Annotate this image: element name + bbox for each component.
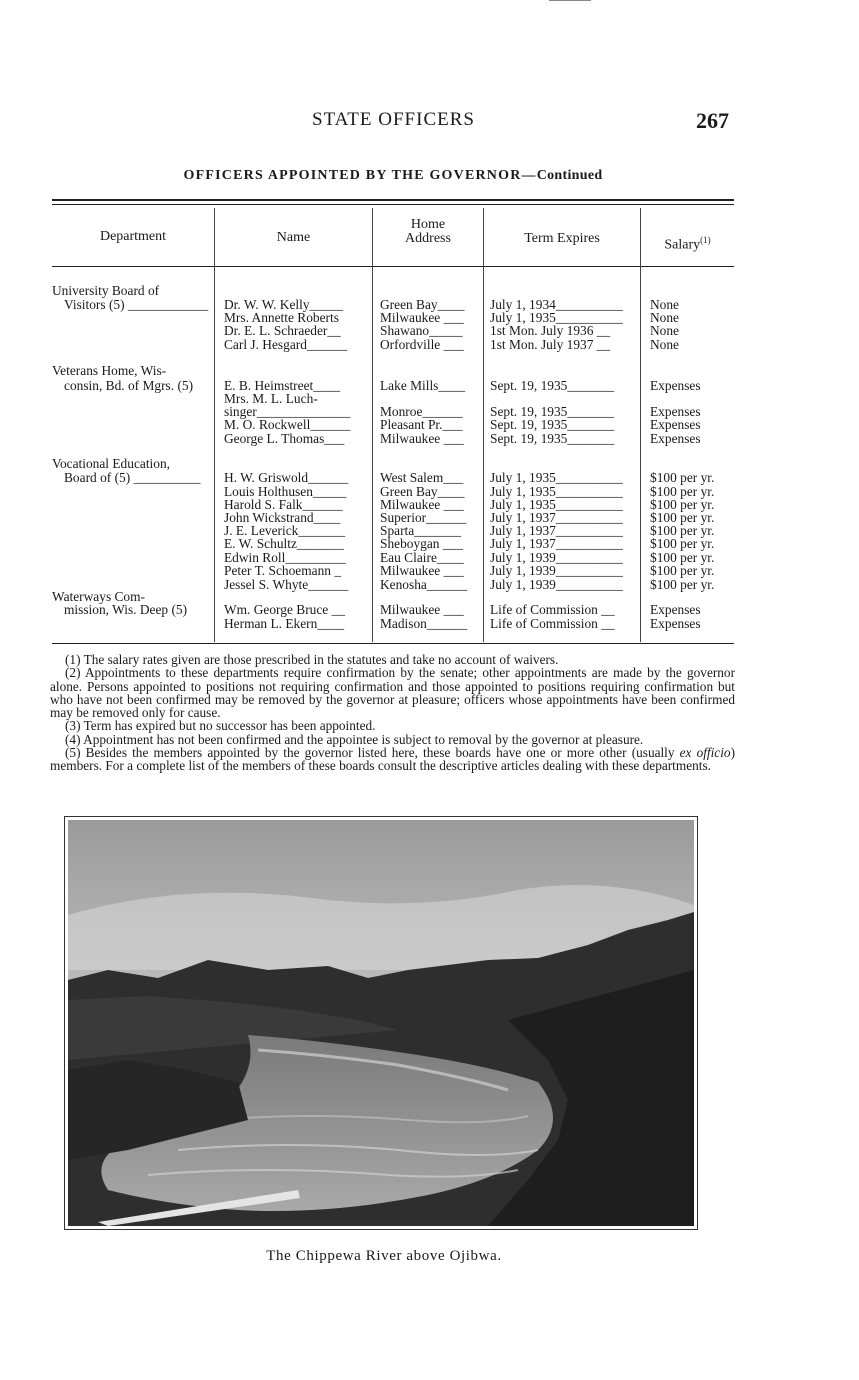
page-number: 267 [696, 108, 729, 133]
cell-dept: mission, Wis. Deep (5) [64, 602, 188, 617]
cell-term: July 1, 1939__________ [490, 563, 623, 578]
cell-name: singer______________ [224, 404, 351, 419]
column-header-name: Name [276, 230, 311, 245]
cell-term: July 1, 1939__________ [490, 577, 623, 592]
cell-addr: Madison______ [380, 616, 468, 631]
cell-salary: $100 per yr. [650, 536, 715, 551]
cell-term: July 1, 1937__________ [490, 510, 623, 525]
column-header-department: Department [99, 229, 167, 244]
cell-term: July 1, 1934__________ [490, 297, 623, 312]
river-photo-frame [64, 816, 698, 1230]
cell-name: John Wickstrand____ [224, 510, 341, 525]
cell-term: Life of Commission __ [490, 602, 615, 617]
table-row [0, 418, 859, 431]
cell-salary: None [650, 297, 680, 312]
cell-salary: $100 per yr. [650, 523, 715, 538]
cell-name: Dr. E. L. Schraeder__ [224, 323, 341, 338]
cell-addr: Monroe______ [380, 404, 463, 419]
table-row [0, 379, 859, 392]
cell-term: July 1, 1935__________ [490, 310, 623, 325]
cell-name: Herman L. Ekern____ [224, 616, 345, 631]
cell-salary: $100 per yr. [650, 510, 715, 525]
cell-dept: Board of (5) __________ [64, 470, 201, 485]
cell-term: Sept. 19, 1935_______ [490, 417, 615, 432]
table-row [0, 537, 859, 550]
table-row [0, 471, 859, 484]
cell-addr: Milwaukee ___ [380, 497, 464, 512]
top-edge-rule [549, 0, 591, 1]
cell-name: Jessel S. Whyte______ [224, 577, 349, 592]
cell-name: Peter T. Schoemann _ [224, 563, 342, 578]
footnote: (2) Appointments to these departments require confirmation by the senate; other appointments are made by the governor alone. Persons appointed to positions not requiring confirmation and those appointed to positions requiring confirmation but who have not been confirmed may be removed by the governor at pleasure; officers whose appointments have been confirmed may be removed only for cause. [50, 665, 735, 721]
table-row [0, 564, 859, 577]
river-photo [68, 820, 694, 1226]
table-top-double-rule-b [52, 204, 734, 205]
column-header-salary-label: Salary [664, 237, 701, 253]
photo-caption: The Chippewa River above Ojibwa. [266, 1248, 502, 1264]
cell-addr: Pleasant Pr.___ [380, 417, 463, 432]
cell-salary: None [650, 323, 680, 338]
cell-dept: Vocational Education, [52, 456, 171, 471]
cell-dept: University Board of [52, 283, 160, 298]
table-row [0, 432, 859, 445]
running-head: STATE OFFICERS [312, 109, 475, 130]
cell-salary: $100 per yr. [650, 550, 715, 565]
cell-salary: $100 per yr. [650, 484, 715, 499]
column-header-term: Term Expires [524, 231, 600, 246]
table-bottom-rule [52, 643, 734, 644]
cell-name: Edwin Roll_________ [224, 550, 346, 565]
table-title-main: OFFICERS APPOINTED BY THE GOVERNOR— [183, 168, 537, 183]
cell-addr: Orfordville ___ [380, 337, 464, 352]
cell-salary: None [650, 310, 680, 325]
cell-term: Sept. 19, 1935_______ [490, 404, 615, 419]
table-row [0, 457, 859, 470]
cell-salary: Expenses [650, 616, 701, 631]
footnote: (3) Term has expired but no successor has been appointed. [65, 718, 376, 734]
footnote-5-emphasis: ex officio [679, 745, 731, 761]
cell-name: H. W. Griswold______ [224, 470, 349, 485]
cell-dept: Waterways Com- [52, 589, 146, 604]
footnote: (4) Appointment has not been confirmed and the appointee is subject to removal by the governor at pleasure. [65, 731, 644, 747]
cell-addr: Lake Mills____ [380, 378, 466, 393]
cell-salary: Expenses [650, 417, 701, 432]
cell-term: Sept. 19, 1935_______ [490, 378, 615, 393]
column-header-salary [641, 233, 734, 253]
cell-dept: Veterans Home, Wis- [52, 363, 167, 378]
cell-term: July 1, 1937__________ [490, 536, 623, 551]
cell-addr: Milwaukee ___ [380, 431, 464, 446]
cell-term: July 1, 1935__________ [490, 470, 623, 485]
cell-addr: Sparta_______ [380, 523, 462, 538]
cell-salary: $100 per yr. [650, 470, 715, 485]
cell-salary: $100 per yr. [650, 577, 715, 592]
cell-name: Mrs. Annette Roberts [224, 310, 339, 325]
cell-addr: West Salem___ [380, 470, 464, 485]
cell-term: Life of Commission __ [490, 616, 615, 631]
cell-addr: Eau Claire____ [380, 550, 464, 565]
footnote: (1) The salary rates given are those prescribed in the statutes and take no account of waivers. [65, 652, 559, 667]
cell-addr: Green Bay____ [380, 484, 465, 499]
table-row [0, 324, 859, 337]
cell-salary: Expenses [650, 404, 701, 419]
cell-term: July 1, 1935__________ [490, 484, 623, 499]
cell-name: M. O. Rockwell______ [224, 417, 351, 432]
cell-term: July 1, 1937__________ [490, 523, 623, 538]
footnote [50, 746, 735, 773]
cell-name: Harold S. Falk______ [224, 497, 343, 512]
cell-addr: Milwaukee ___ [380, 563, 464, 578]
cell-salary: Expenses [650, 378, 701, 393]
column-header-salary-note: (1) [700, 235, 711, 245]
cell-addr: Kenosha______ [380, 577, 468, 592]
cell-salary: $100 per yr. [650, 563, 715, 578]
cell-term: 1st Mon. July 1937 __ [490, 337, 611, 352]
cell-name: Wm. George Bruce __ [224, 602, 345, 617]
cell-name: George L. Thomas___ [224, 431, 345, 446]
cell-dept: Visitors (5) ____________ [64, 297, 209, 312]
header-bottom-rule [52, 266, 734, 267]
cell-name: E. B. Heimstreet____ [224, 378, 341, 393]
cell-addr: Milwaukee ___ [380, 602, 464, 617]
cell-name: Louis Holthusen_____ [224, 484, 347, 499]
table-row [0, 284, 859, 297]
cell-term: Sept. 19, 1935_______ [490, 431, 615, 446]
column-header-home-line2: Address [405, 231, 451, 246]
cell-salary: Expenses [650, 431, 701, 446]
table-title-continued: Continued [536, 168, 603, 183]
table-top-double-rule-a [52, 199, 734, 201]
footnotes [50, 653, 735, 773]
cell-dept: consin, Bd. of Mgrs. (5) [64, 378, 194, 393]
cell-addr: Milwaukee ___ [380, 310, 464, 325]
footnote-5-part1: (5) Besides the members appointed by the governor listed here, these boards have one or more other (usually [65, 745, 680, 761]
cell-name: E. W. Schultz_______ [224, 536, 344, 551]
cell-name: J. E. Leverick_______ [224, 523, 346, 538]
cell-salary: None [650, 337, 680, 352]
table-row [0, 617, 859, 630]
cell-name: Carl J. Hesgard______ [224, 337, 348, 352]
cell-name: Dr. W. W. Kelly_____ [224, 297, 344, 312]
table-row [0, 603, 859, 616]
cell-addr: Shawano_____ [380, 323, 463, 338]
table-row [0, 338, 859, 351]
cell-salary: $100 per yr. [650, 497, 715, 512]
cell-name: Mrs. M. L. Luch- [224, 391, 318, 406]
cell-term: July 1, 1939__________ [490, 550, 623, 565]
table-row [0, 364, 859, 377]
column-header-home-line1: Home [410, 217, 446, 232]
cell-salary: Expenses [650, 602, 701, 617]
footnote-5-part2: ) members. For a complete list of the members of these boards consult the descriptive articles dealing with these departments. [50, 745, 735, 774]
cell-term: 1st Mon. July 1936 __ [490, 323, 611, 338]
cell-addr: Green Bay____ [380, 297, 465, 312]
cell-addr: Superior______ [380, 510, 467, 525]
cell-term: July 1, 1935__________ [490, 497, 623, 512]
cell-addr: Sheboygan ___ [380, 536, 463, 551]
table-title [52, 168, 734, 184]
